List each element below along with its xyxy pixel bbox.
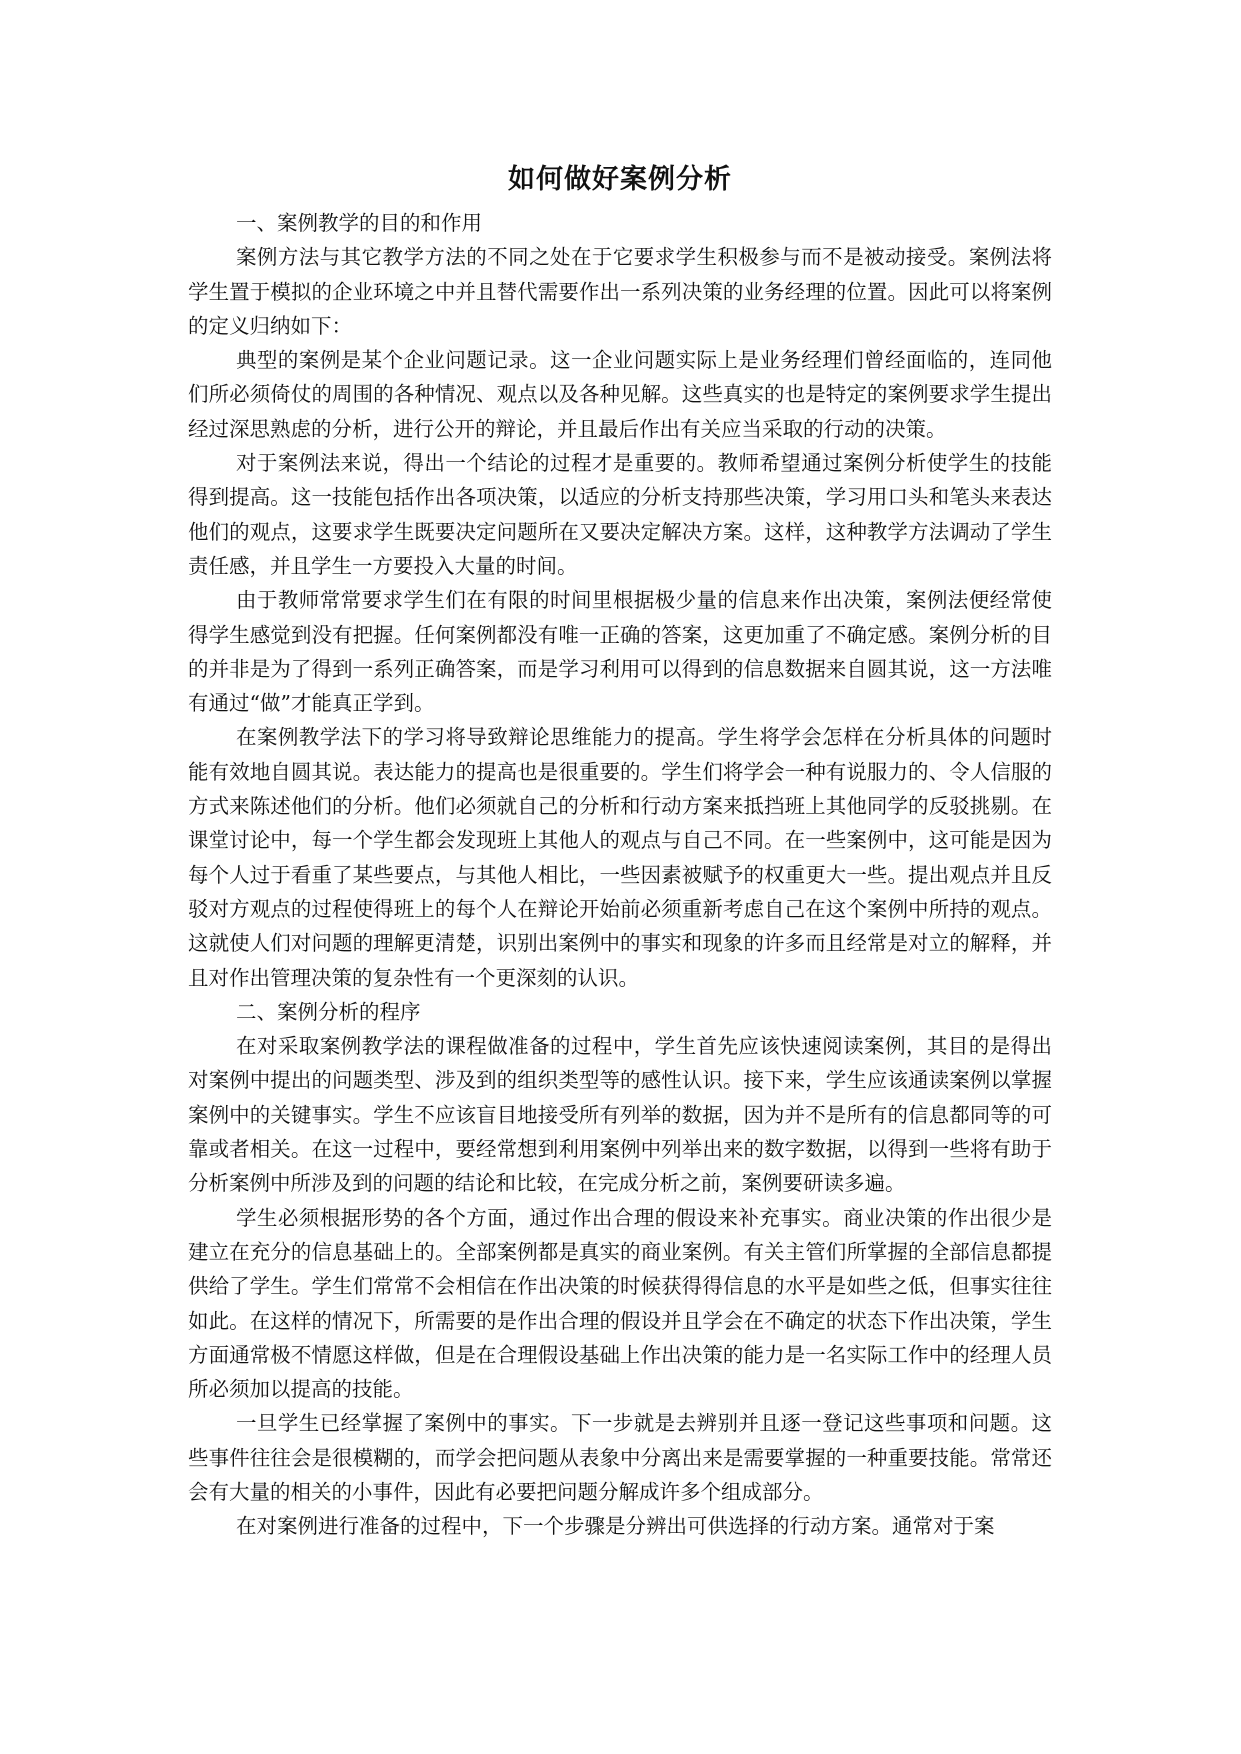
- paragraph: 案例方法与其它教学方法的不同之处在于它要求学生积极参与而不是被动接受。案例法将学生置于模拟的企业环境之中并且替代需要作出一系列决策的业务经理的位置。因此可以将案例的定义归纳如下：: [188, 245, 1052, 338]
- document-title: 如何做好案例分析: [508, 164, 732, 195]
- document-page: [188, 160, 1052, 1544]
- document-body: [188, 206, 1052, 1544]
- paragraph: 在对采取案例教学法的课程做准备的过程中，学生首先应该快速阅读案例，其目的是得出对案例中提出的问题类型、涉及到的组织类型等的感性认识。接下来，学生应该通读案例以掌握案例中的关键事实。学生不应该盲目地接受所有列举的数据，因为并不是所有的信息都同等的可靠或者相关。在这一过程中，要经常想到利用案例中列举出来的数字数据，以得到一些将有助于分析案例中所涉及到的问题的结论和比较，在完成分析之前，案例要研读多遍。: [188, 1034, 1052, 1196]
- paragraph: 在对案例进行准备的过程中，下一个步骤是分辨出可供选择的行动方案。通常对于案: [236, 1514, 995, 1539]
- paragraph: 由于教师常常要求学生们在有限的时间里根据极少量的信息来作出决策，案例法便经常使得学生感觉到没有把握。任何案例都没有唯一正确的答案，这更加重了不确定感。案例分析的目的并非是为了得到一系列正确答案，而是学习利用可以得到的信息数据来自圆其说，这一方法唯有通过“做”才能真正学到。: [188, 588, 1052, 716]
- paragraph: 典型的案例是某个企业问题记录。这一企业问题实际上是业务经理们曾经面临的，连同他们所必须倚仗的周围的各种情况、观点以及各种见解。这些真实的也是特定的案例要求学生提出经过深思熟虑的分析，进行公开的辩论，并且最后作出有关应当采取的行动的决策。: [188, 348, 1052, 441]
- section-heading-1: 一、案例教学的目的和作用: [236, 211, 482, 235]
- paragraph: 对于案例法来说，得出一个结论的过程才是重要的。教师希望通过案例分析使学生的技能得到提高。这一技能包括作出各项决策，以适应的分析支持那些决策，学习用口头和笔头来表达他们的观点，这要求学生既要决定问题所在又要决定解决方案。这样，这种教学方法调动了学生责任感，并且学生一方要投入大量的时间。: [188, 451, 1052, 578]
- paragraph: 一旦学生已经掌握了案例中的事实。下一步就是去辨别并且逐一登记这些事项和问题。这些事件往往会是很模糊的，而学会把问题从表象中分离出来是需要掌握的一种重要技能。常常还会有大量的相关的小事件，因此有必要把问题分解成许多个组成部分。: [188, 1411, 1052, 1504]
- paragraph: 学生必须根据形势的各个方面，通过作出合理的假设来补充事实。商业决策的作出很少是建立在充分的信息基础上的。全部案例都是真实的商业案例。有关主管们所掌握的全部信息都提供给了学生。学生们常常不会相信在作出决策的时候获得得信息的水平是如些之低，但事实往往如此。在这样的情况下，所需要的是作出合理的假设并且学会在不确定的状态下作出决策，学生方面通常极不情愿这样做，但是在合理假设基础上作出决策的能力是一名实际工作中的经理人员所必须加以提高的技能。: [188, 1205, 1052, 1402]
- section-heading-2: 二、案例分析的程序: [236, 999, 421, 1024]
- paragraph: 在案例教学法下的学习将导致辩论思维能力的提高。学生将学会怎样在分析具体的问题时能有效地自圆其说。表达能力的提高也是很重要的。学生们将学会一种有说服力的、令人信服的方式来陈述他们的分析。他们必须就自己的分析和行动方案来抵挡班上其他同学的反驳挑剔。在课堂讨论中，每一个学生都会发现班上其他人的观点与自己不同。在一些案例中，这可能是因为每个人过于看重了某些要点，与其他人相比，一些因素被赋予的权重更大一些。提出观点并且反驳对方观点的过程使得班上的每个人在辩论开始前必须重新考虑自己在这个案例中所持的观点。这就使人们对问题的理解更清楚，识别出案例中的事实和现象的许多而且经常是对立的解释，并且对作出管理决策的复杂性有一个更深刻的认识。: [188, 725, 1052, 990]
